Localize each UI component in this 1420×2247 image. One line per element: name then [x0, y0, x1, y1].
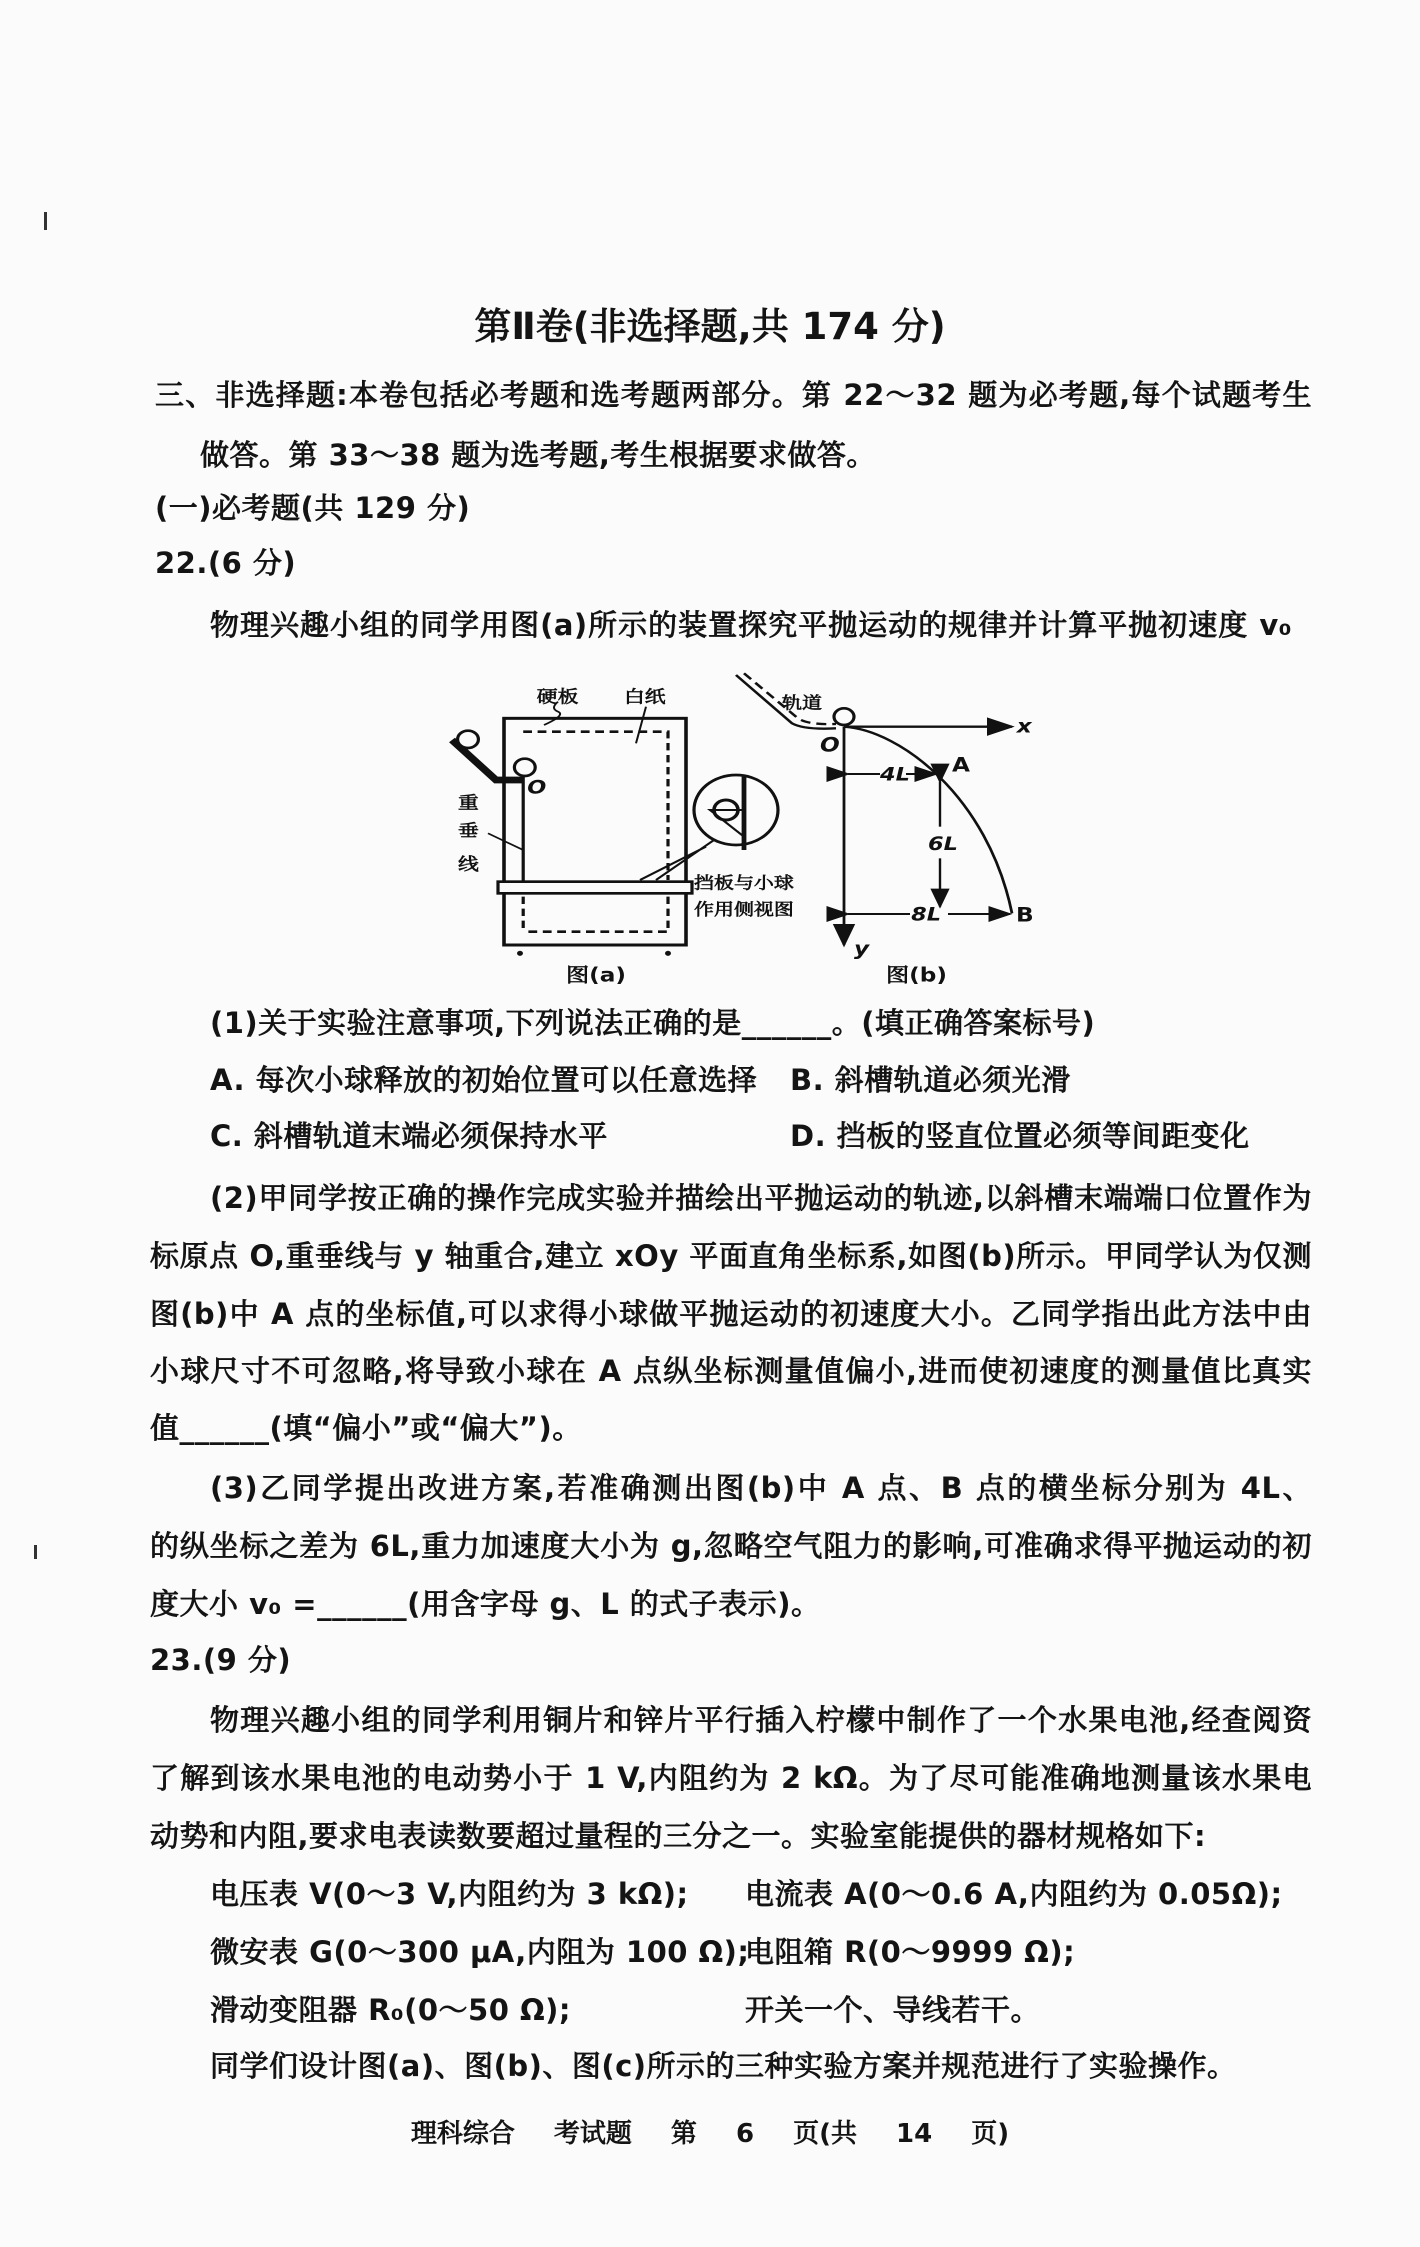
q23-heading: 23.(9 分)	[150, 1643, 292, 1677]
equipment-item: 电压表 V(0～3 V,内阻约为 3 kΩ);	[210, 1877, 689, 1911]
page-footer: 理科综合 考试题 第 6 页(共 14 页)	[410, 2119, 1010, 2149]
option-a: A. 每次小球释放的初始位置可以任意选择	[210, 1063, 758, 1097]
option-d: D. 挡板的竖直位置必须等间距变化	[790, 1119, 1250, 1153]
option-b: B. 斜槽轨道必须光滑	[790, 1063, 1071, 1097]
ball-icon	[834, 708, 854, 725]
page-title: 第Ⅱ卷(非选择题,共 174 分)	[474, 305, 946, 348]
q23-closing: 同学们设计图(a)、图(b)、图(c)所示的三种实验方案并规范进行了实验操作。	[210, 2049, 1237, 2083]
q23-para-line: 动势和内阻,要求电表读数要超过量程的三分之一。实验室能提供的器材规格如下:	[150, 1819, 1207, 1853]
trajectory-curve	[844, 727, 1012, 914]
q22-part2-line: 标原点 O,重垂线与 y 轴重合,建立 xOy 平面直角坐标系,如图(b)所示。甲同学认为仅测	[150, 1239, 1312, 1273]
scan-mark	[44, 212, 47, 230]
q22-heading: 22.(6 分)	[155, 546, 297, 580]
ball-icon	[458, 731, 479, 748]
instructions-line-1: 三、非选择题:本卷包括必考题和选考题两部分。第 22～32 题为必考题,每个试题考生	[155, 378, 1312, 412]
q22-part2-line: 图(b)中 A 点的坐标值,可以求得小球做平抛运动的初速度大小。乙同学指出此方法中由	[150, 1297, 1312, 1331]
label-plumb-line: 垂	[458, 820, 479, 842]
label-plumb-line: 线	[458, 853, 479, 875]
label-4L: 4L	[879, 763, 910, 786]
q22-part1-stem: (1)关于实验注意事项,下列说法正确的是______。(填正确答案标号)	[210, 1006, 1096, 1040]
label-white-paper: 白纸	[624, 686, 666, 708]
q22-intro: 物理兴趣小组的同学用图(a)所示的装置探究平抛运动的规律并计算平抛初速度 v₀	[210, 608, 1292, 642]
white-paper-outline	[523, 732, 668, 932]
label-origin-a: O	[527, 776, 547, 798]
equipment-item: 开关一个、导线若干。	[745, 1993, 1041, 2027]
experiment-figure	[420, 650, 1040, 990]
q22-part2-line: 小球尺寸不可忽略,将导致小球在 A 点纵坐标测量值偏小,进而使初速度的测量值比真实	[150, 1354, 1312, 1388]
label-point-A: A	[952, 754, 970, 778]
label-track: 轨道	[782, 693, 822, 713]
label-origin-b: O	[820, 734, 840, 758]
equipment-item: 电流表 A(0～0.6 A,内阻约为 0.05Ω);	[745, 1877, 1283, 1911]
label-y: y	[854, 937, 870, 961]
label-6L: 6L	[928, 832, 958, 855]
instructions-line-2: 做答。第 33～38 题为选考题,考生根据要求做答。	[200, 438, 876, 472]
caption-b: 图(b)	[886, 964, 947, 988]
q22-part3-line: 的纵坐标之差为 6L,重力加速度大小为 g,忽略空气阻力的影响,可准确求得平抛运动的初	[150, 1529, 1312, 1563]
section-heading: (一)必考题(共 129 分)	[155, 491, 471, 525]
equipment-item: 微安表 G(0～300 μA,内阻为 100 Ω);	[210, 1935, 750, 1969]
option-c: C. 斜槽轨道末端必须保持水平	[210, 1119, 608, 1153]
caption-a: 图(a)	[566, 964, 627, 988]
label-side-view: 挡板与小球	[694, 873, 794, 893]
label-x: x	[1016, 715, 1032, 739]
baffle-plate	[498, 882, 692, 894]
q22-part3-line: 度大小 v₀ =______(用含字母 g、L 的式子表示)。	[150, 1587, 821, 1621]
label-hard-board: 硬板	[536, 686, 579, 708]
leader-line	[636, 707, 646, 744]
label-8L: 8L	[911, 903, 942, 926]
scan-mark	[34, 1545, 37, 1559]
q23-para-line: 了解到该水果电池的电动势小于 1 V,内阻约为 2 kΩ。为了尽可能准确地测量该水果电	[150, 1761, 1312, 1795]
ball-icon	[514, 759, 535, 776]
label-side-view: 作用侧视图	[694, 900, 794, 920]
equipment-item: 滑动变阻器 R₀(0～50 Ω);	[210, 1993, 572, 2027]
q22-part3-line: (3)乙同学提出改进方案,若准确测出图(b)中 A 点、B 点的横坐标分别为 4L、	[210, 1471, 1312, 1505]
q23-para-line: 物理兴趣小组的同学利用铜片和锌片平行插入柠檬中制作了一个水果电池,经查阅资	[210, 1703, 1312, 1737]
label-point-B: B	[1015, 904, 1034, 928]
q22-part2-line: (2)甲同学按正确的操作完成实验并描绘出平抛运动的轨迹,以斜槽末端端口位置作为	[210, 1181, 1312, 1215]
q22-part2-line: 值______(填“偏小”或“偏大”)。	[150, 1411, 582, 1445]
label-plumb-line: 重	[458, 792, 479, 813]
hard-board	[504, 718, 686, 945]
equipment-item: 电阻箱 R(0～9999 Ω);	[745, 1935, 1076, 1969]
